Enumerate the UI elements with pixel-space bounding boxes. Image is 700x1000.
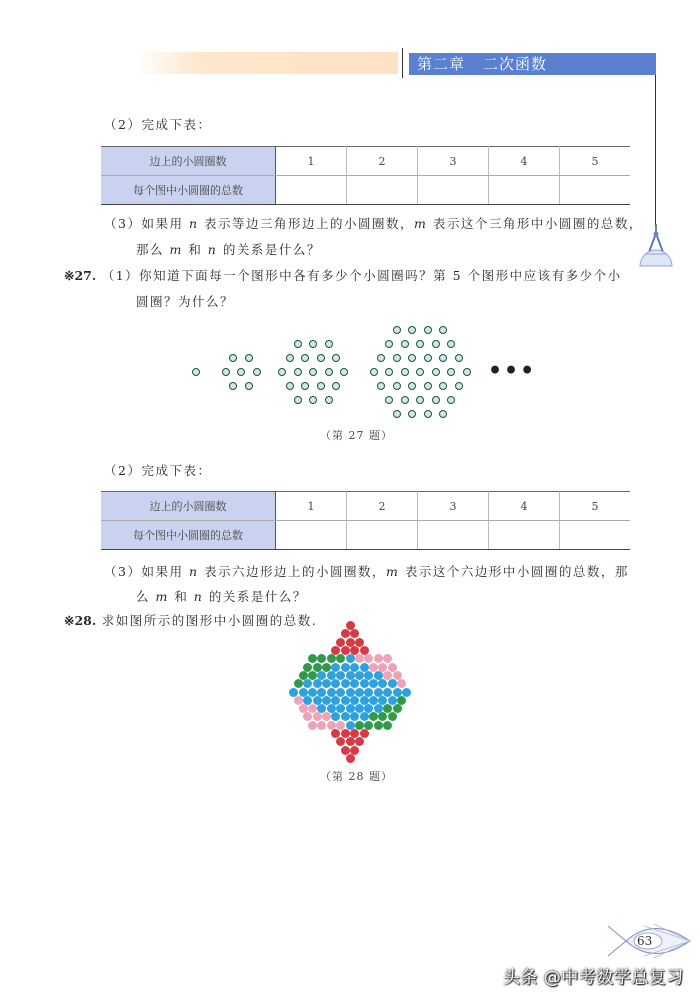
bead [308,671,317,680]
table-cell-blank [560,521,631,550]
bead [322,663,331,672]
circle-dot [301,354,309,362]
table-cell: 4 [489,147,560,176]
circle-dot [385,340,393,348]
bead [299,688,308,697]
circle-dot [385,368,393,376]
circle-dot [294,396,302,404]
circle-dot [309,340,317,348]
circle-dot [253,368,261,376]
table-cell-blank [489,176,560,205]
bead [341,646,350,655]
table-cell: 1 [276,147,347,176]
bead [355,704,364,713]
bead [378,712,387,721]
table-cell-blank [347,176,418,205]
bead [378,696,387,705]
circle-dot [393,326,401,334]
bead [303,663,312,672]
circle-dot [286,354,294,362]
bead [313,712,322,721]
text: 求如图所示的图形中小圆圈的总数. [101,613,318,628]
circle-dot [401,396,409,404]
bead [336,721,345,730]
bead [346,621,355,630]
circle-dot [317,354,325,362]
bead [393,704,402,713]
question-number: ※28. [64,613,97,628]
circle-dot [222,368,230,376]
bead [346,754,355,763]
bead [393,688,402,697]
circle-dot [385,396,393,404]
bead [364,688,373,697]
bead [355,737,364,746]
bead [317,671,326,680]
circle-dot [332,382,340,390]
circle-dot [432,340,440,348]
circle-dot [245,382,253,390]
bead [369,663,378,672]
circle-dot [309,368,317,376]
q27-part2-label: （2）完成下表： [104,463,212,478]
circle-dot [377,382,385,390]
bead [374,671,383,680]
question-number: ※27. [64,268,97,283]
circle-dot [439,354,447,362]
bead [350,646,359,655]
bead [341,663,350,672]
bead [327,671,336,680]
bead [360,646,369,655]
table-cell: 5 [560,147,631,176]
q26-part3-line1 [104,214,643,234]
bead [346,688,355,697]
bead [341,696,350,705]
q27-part1-line2: 圆圈？为什么？ [136,294,235,309]
circle-dot [192,368,200,376]
bead [317,688,326,697]
circle-dot [432,396,440,404]
bead [374,688,383,697]
bead [388,712,397,721]
table-cell: 4 [489,492,560,521]
bead [308,654,317,663]
row-header: 边上的小圆圈数 [101,492,276,521]
circle-dot [439,382,447,390]
circle-dot [424,410,432,418]
bead [322,679,331,688]
bead [336,704,345,713]
bead [383,721,392,730]
table-cell-blank [418,176,489,205]
circle-dot [229,382,237,390]
bead [303,679,312,688]
circle-dot [309,396,317,404]
circle-dot [416,368,424,376]
text: （3）如果用 [104,216,189,231]
circle-dot [408,382,416,390]
bead [360,696,369,705]
circle-dot [325,340,333,348]
var-m: m [169,242,183,257]
bead [317,704,326,713]
table-cell-blank [560,176,631,205]
table-row [101,521,630,550]
bead [336,688,345,697]
bead [378,663,387,672]
bead [350,746,359,755]
circle-dot [340,368,348,376]
table-cell-blank [489,521,560,550]
row-header: 每个图中小圆圈的总数 [101,521,276,550]
var-n: n [188,216,199,231]
bead [383,671,392,680]
bead [346,721,355,730]
var-n: n [207,242,218,257]
bead [308,721,317,730]
bead [346,671,355,680]
bead [336,638,345,647]
bead [331,679,340,688]
bead [355,654,364,663]
table-cell-blank [347,521,418,550]
bead [350,729,359,738]
watermark: 头条 @中考数学总复习 [503,968,684,988]
bead [336,671,345,680]
bead [378,679,387,688]
circle-dot [237,368,245,376]
circle-dot [401,340,409,348]
circle-dot [229,354,237,362]
circle-dot [317,382,325,390]
bead [369,712,378,721]
text: 表示这个三角形中小圆圈的总数， [427,216,643,231]
row-header: 边上的小圆圈数 [101,147,276,176]
q27-figure-caption: （第 27 题） [320,429,393,442]
q28-question [64,611,317,631]
bead [336,737,345,746]
bead [317,721,326,730]
chapter-title: 二次函数 [483,55,548,73]
var-m: m [413,216,428,231]
bead [364,721,373,730]
circle-dot [245,354,253,362]
bead [322,712,331,721]
bead [393,671,402,680]
table-cell: 3 [418,492,489,521]
circle-dot [393,354,401,362]
bead [369,696,378,705]
bead [346,654,355,663]
table-row [101,176,630,205]
bead [341,629,350,638]
text: （3）如果用 [104,564,189,579]
var-m: m [385,564,400,579]
circle-dot [439,410,447,418]
bead [388,696,397,705]
bead [355,721,364,730]
bead [350,663,359,672]
bead [341,712,350,721]
q28-figure-caption: （第 28 题） [320,770,393,783]
bead [383,704,392,713]
circle-dot [294,368,302,376]
table-row [101,147,630,176]
bead [383,688,392,697]
bead [308,704,317,713]
bead [383,654,392,663]
circle-dot [424,326,432,334]
circle-dot [332,354,340,362]
text: 和 [182,242,208,257]
bead [308,688,317,697]
bead [374,704,383,713]
bead [341,679,350,688]
bead [327,721,336,730]
text: 么 [136,589,156,604]
table-cell-blank [418,521,489,550]
bead [294,696,303,705]
bead [360,729,369,738]
text: 和 [168,589,194,604]
circle-dot [408,354,416,362]
circle-dot [393,382,401,390]
bead [364,654,373,663]
circle-dot [325,368,333,376]
bead [346,704,355,713]
header-decor-band [135,52,398,74]
circle-dot [393,410,401,418]
bead [299,704,308,713]
circle-dot [401,368,409,376]
bead [313,663,322,672]
circle-dot [370,368,378,376]
q27-part3-line1 [104,562,629,582]
ellipsis: ••• [488,358,537,384]
bead [350,696,359,705]
q27-table [101,491,630,550]
bead [374,654,383,663]
bead [327,688,336,697]
bead [360,679,369,688]
bead [364,704,373,713]
table-cell-blank [276,176,347,205]
table-cell-blank [276,521,347,550]
circle-dot [439,326,447,334]
text: 表示等边三角形边上的小圆圈数， [198,216,414,231]
bead [331,696,340,705]
bead [397,679,406,688]
circle-dot [294,340,302,348]
bead [303,712,312,721]
chapter-title-bar [409,53,656,75]
circle-dot [447,368,455,376]
bead [317,654,326,663]
bead [327,704,336,713]
text: 那么 [136,242,170,257]
q26-table [101,146,630,205]
q27-part1-line1 [64,266,622,286]
bead [388,663,397,672]
circle-dot [408,326,416,334]
bead [402,688,411,697]
bead [327,654,336,663]
circle-dot [424,382,432,390]
bead [303,696,312,705]
var-m: m [155,589,169,604]
bead [360,712,369,721]
bead [294,679,303,688]
text: （1）你知道下面每一个图形中各有多少个小圆圈吗？第 5 个图形中应该有多少个小 [101,268,622,283]
bead [341,729,350,738]
table-cell: 1 [276,492,347,521]
table-cell: 5 [560,492,631,521]
row-header: 每个图中小圆圈的总数 [101,176,276,205]
bead [364,671,373,680]
bead [313,696,322,705]
bead [350,712,359,721]
circle-dot [447,396,455,404]
text: 的关系是什么？ [217,242,321,257]
bead [388,679,397,688]
q26-part3-line2 [136,240,321,260]
text: 表示这个六边形中小圆圈的总数，那 [399,564,629,579]
table-cell: 3 [418,147,489,176]
bead [350,679,359,688]
bead [374,721,383,730]
circle-dot [286,382,294,390]
bead [289,688,298,697]
bead [350,629,359,638]
circle-dot [455,354,463,362]
chapter-number: 第二章 [417,55,466,73]
q26-part2-label: （2）完成下表： [104,117,212,132]
var-n: n [188,564,199,579]
var-n: n [193,589,204,604]
bead [355,671,364,680]
table-cell: 2 [347,147,418,176]
bead [346,737,355,746]
header-divider [402,48,403,78]
circle-dot [432,368,440,376]
table-cell: 2 [347,492,418,521]
text: 的关系是什么？ [203,589,307,604]
bead [331,729,340,738]
bead [360,663,369,672]
bead [331,663,340,672]
circle-dot [377,354,385,362]
bead [397,696,406,705]
bead [369,679,378,688]
bead [346,638,355,647]
margin-rule [655,75,656,225]
circle-dot [447,340,455,348]
bead [331,646,340,655]
circle-dot [416,340,424,348]
bead [355,638,364,647]
bead [355,688,364,697]
circle-dot [325,396,333,404]
bead [336,654,345,663]
circle-dot [455,382,463,390]
circle-dot [424,354,432,362]
bead [341,746,350,755]
bead [322,696,331,705]
q27-part3-line2 [136,587,307,607]
page-number: 63 [637,934,653,948]
circle-dot [301,382,309,390]
circle-dot [278,368,286,376]
bead [299,671,308,680]
table-row [101,492,630,521]
bead [313,679,322,688]
text: 表示六边形边上的小圆圈数， [198,564,386,579]
circle-dot [463,368,471,376]
circle-dot [416,396,424,404]
bead [331,712,340,721]
circle-dot [408,410,416,418]
